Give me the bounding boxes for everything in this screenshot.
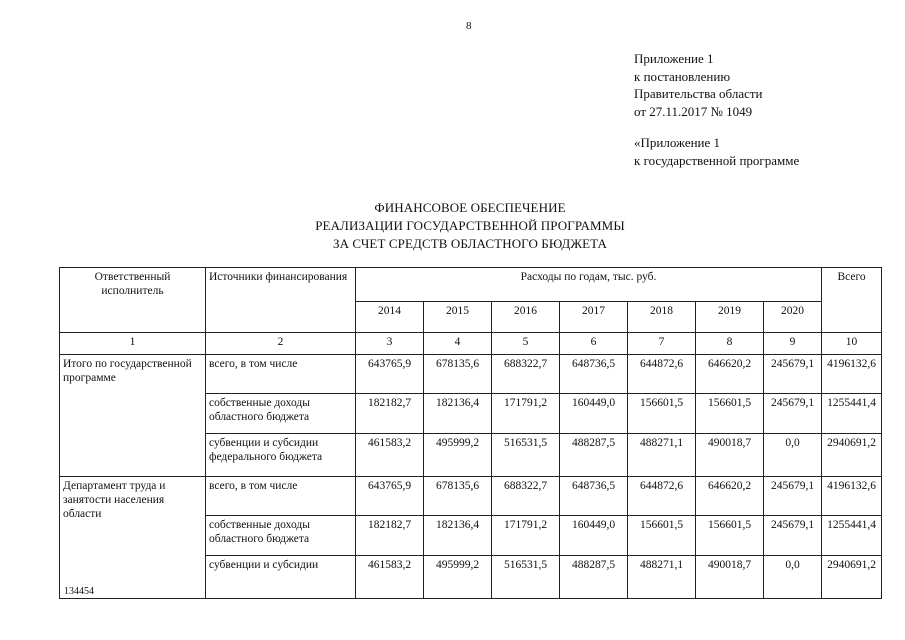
value-cell: 0,0 xyxy=(764,434,822,477)
title-line: РЕАЛИЗАЦИИ ГОСУДАРСТВЕННОЙ ПРОГРАММЫ xyxy=(315,218,625,233)
source-cell: всего, в том числе xyxy=(206,477,356,516)
value-cell: 495999,2 xyxy=(424,556,492,599)
source-cell: всего, в том числе xyxy=(206,355,356,394)
value-cell: 490018,7 xyxy=(696,434,764,477)
value-cell: 488271,1 xyxy=(628,434,696,477)
executor-cell: Департамент труда и занятости населения области xyxy=(60,477,206,599)
value-cell: 171791,2 xyxy=(492,394,560,434)
table-row xyxy=(60,477,882,516)
value-cell: 461583,2 xyxy=(356,556,424,599)
appendix-line: от 27.11.2017 № 1049 xyxy=(634,103,753,119)
source-cell: собственные доходы областного бюджета xyxy=(206,516,356,556)
value-cell: 182136,4 xyxy=(424,516,492,556)
value-cell: 688322,7 xyxy=(492,477,560,516)
value-cell: 516531,5 xyxy=(492,434,560,477)
value-cell: 646620,2 xyxy=(696,355,764,394)
source-cell: собственные доходы областного бюджета xyxy=(206,394,356,434)
appendix-gap xyxy=(634,120,799,134)
column-number: 8 xyxy=(696,333,764,355)
header-row xyxy=(60,268,882,302)
value-cell: 643765,9 xyxy=(356,477,424,516)
document-title xyxy=(200,199,740,253)
value-cell: 644872,6 xyxy=(628,355,696,394)
value-cell: 678135,6 xyxy=(424,355,492,394)
value-cell: 160449,0 xyxy=(560,516,628,556)
header-year: 2019 xyxy=(696,302,764,333)
value-cell: 156601,5 xyxy=(696,394,764,434)
value-cell: 182182,7 xyxy=(356,394,424,434)
value-cell: 171791,2 xyxy=(492,516,560,556)
header-year: 2016 xyxy=(492,302,560,333)
value-cell: 160449,0 xyxy=(560,394,628,434)
value-cell: 490018,7 xyxy=(696,556,764,599)
value-cell: 643765,9 xyxy=(356,355,424,394)
value-cell: 245679,1 xyxy=(764,516,822,556)
header-total: Всего xyxy=(822,268,882,333)
column-number: 1 xyxy=(60,333,206,355)
appendix-line: Приложение 1 xyxy=(634,51,714,66)
value-cell: 646620,2 xyxy=(696,477,764,516)
value-cell: 182182,7 xyxy=(356,516,424,556)
appendix-line: «Приложение 1 xyxy=(634,135,721,150)
value-cell: 4196132,6 xyxy=(822,355,882,394)
value-cell: 1255441,4 xyxy=(822,516,882,556)
appendix-line: к государственной программе xyxy=(634,152,800,168)
financing-table xyxy=(59,267,882,599)
value-cell: 678135,6 xyxy=(424,477,492,516)
page-number: 8 xyxy=(466,20,472,32)
table-body xyxy=(60,268,882,599)
value-cell: 0,0 xyxy=(764,556,822,599)
appendix-block xyxy=(634,50,799,169)
value-cell: 156601,5 xyxy=(696,516,764,556)
value-cell: 245679,1 xyxy=(764,394,822,434)
value-cell: 245679,1 xyxy=(764,477,822,516)
value-cell: 488287,5 xyxy=(560,556,628,599)
value-cell: 461583,2 xyxy=(356,434,424,477)
appendix-line: к постановлению xyxy=(634,68,731,84)
header-year: 2018 xyxy=(628,302,696,333)
value-cell: 516531,5 xyxy=(492,556,560,599)
title-line: ФИНАНСОВОЕ ОБЕСПЕЧЕНИЕ xyxy=(374,200,566,215)
value-cell: 644872,6 xyxy=(628,477,696,516)
value-cell: 495999,2 xyxy=(424,434,492,477)
column-number: 7 xyxy=(628,333,696,355)
value-cell: 688322,7 xyxy=(492,355,560,394)
title-line: ЗА СЧЕТ СРЕДСТВ ОБЛАСТНОГО БЮДЖЕТА xyxy=(332,236,607,251)
header-year: 2020 xyxy=(764,302,822,333)
source-cell: субвенции и субсидии федерального бюджета xyxy=(206,434,356,477)
header-year: 2014 xyxy=(356,302,424,333)
value-cell: 648736,5 xyxy=(560,355,628,394)
value-cell: 1255441,4 xyxy=(822,394,882,434)
header-sources: Источники финансирования xyxy=(206,268,356,333)
column-number: 9 xyxy=(764,333,822,355)
column-number: 2 xyxy=(206,333,356,355)
value-cell: 488287,5 xyxy=(560,434,628,477)
value-cell: 2940691,2 xyxy=(822,434,882,477)
value-cell: 156601,5 xyxy=(628,516,696,556)
value-cell: 648736,5 xyxy=(560,477,628,516)
value-cell: 2940691,2 xyxy=(822,556,882,599)
appendix-line: Правительства области xyxy=(634,86,763,101)
value-cell: 182136,4 xyxy=(424,394,492,434)
header-executor: Ответственный исполнитель xyxy=(60,268,206,333)
column-number: 5 xyxy=(492,333,560,355)
value-cell: 4196132,6 xyxy=(822,477,882,516)
table-row xyxy=(60,355,882,394)
executor-cell: Итого по государственной программе xyxy=(60,355,206,477)
header-year: 2017 xyxy=(560,302,628,333)
column-number: 6 xyxy=(560,333,628,355)
header-numbers-row xyxy=(60,333,882,355)
column-number: 4 xyxy=(424,333,492,355)
header-year: 2015 xyxy=(424,302,492,333)
value-cell: 156601,5 xyxy=(628,394,696,434)
value-cell: 488271,1 xyxy=(628,556,696,599)
footer-code: 134454 xyxy=(64,586,94,597)
source-cell: субвенции и субсидии xyxy=(206,556,356,599)
column-number: 10 xyxy=(822,333,882,355)
column-number: 3 xyxy=(356,333,424,355)
value-cell: 245679,1 xyxy=(764,355,822,394)
header-expenses: Расходы по годам, тыс. руб. xyxy=(356,268,822,302)
